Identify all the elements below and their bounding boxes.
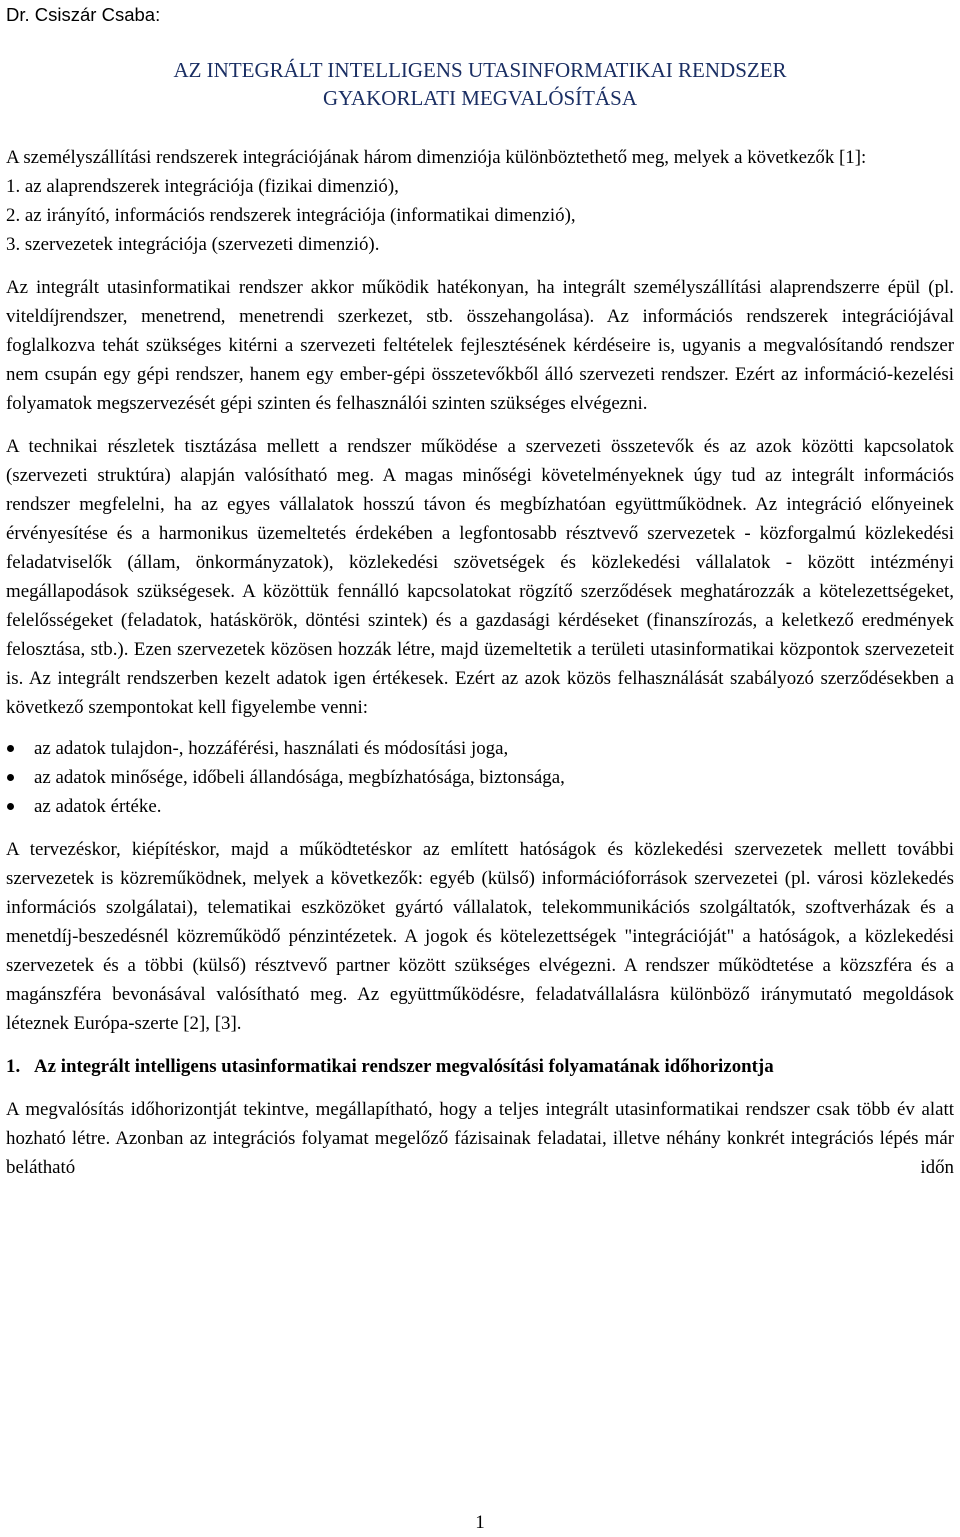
paragraph-4: A megvalósítás időhorizontját tekintve, megállapítható, hogy a teljes integrált utasinformatikai rendszer csak több év alatt hozható létre. Azonban az integrációs folyamat megelőző fázisainak feladatai, illetve néhány konkrét integrációs lépés már belátható időn [6, 1099, 954, 1178]
dimension-list [6, 172, 954, 259]
dimension-item: 1. az alaprendszerek integrációja (fizikai dimenzió), [6, 176, 399, 197]
paragraph-1: Az integrált utasinformatikai rendszer akkor működik hatékonyan, ha integrált személyszállítási alaprendszerre épül (pl. viteldíjrendszer, menetrend, menetrendi szerkezet, stb. összehangolása). Az információs rendszerek integrációjával foglalkozva tehát szükséges kitérni a szervezeti feltételek fejlesztésének kérdéseire is, ugyanis a megvalósítandó rendszer nem csupán egy gépi rendszer, hanem egy ember-gépi összetevőkből álló szervezeti rendszer. Ezért az információ-kezelési folyamatok megszervezését gépi szinten és felhasználói szinten szükséges elvégezni. [6, 277, 954, 414]
section-number: 1. [6, 1056, 21, 1077]
section-title: Az integrált intelligens utasinformatikai rendszer megvalósítási folyamatának időhorizontja [34, 1056, 774, 1077]
bullet-item: az adatok tulajdon-, hozzáférési, használati és módosítási joga, [6, 734, 954, 763]
bullet-item: az adatok értéke. [6, 792, 954, 821]
title-line-2: GYAKORLATI MEGVALÓSÍTÁSA [322, 86, 638, 110]
bullet-item: az adatok minősége, időbeli állandósága, megbízhatósága, biztonsága, [6, 763, 954, 792]
author-line: Dr. Csiszár Csaba: [6, 4, 161, 25]
paragraph-2: A technikai részletek tisztázása mellett a rendszer működése a szervezeti összetevők és az azok közötti kapcsolatok (szervezeti struktúra) alapján valósítható meg. A magas minőségi követelményeknek úgy tud az integrált információs rendszer megfelelni, ha az egyes vállalatok hosszú távon és megbízhatóan együttműködnek. Az integráció előnyeinek érvényesítése és a harmonikus üzemeltetés érdekében a legfontosabb résztvevő szervezetek - közforgalmú közlekedési feladatviselők (állam, önkormányzatok), közlekedési szövetségek és közlekedési vállalatok - között intézményi megállapodások szükségesek. A közöttük fennálló kapcsolatokat rögzítő szerződések meghatározzák a kötelezettségeket, felelősségeket (feladatok, hatáskörök, döntési szintek) és a gazdasági kérdéseket (finanszírozás, a keletkező eredmények felosztása, stb.). Ezen szervezetek közösen hozzák létre, majd üzemeltetik a területi utasinformatikai központok szervezeteit is. Az integrált rendszerben kezelt adatok igen értékesek. Ezért az azok közös felhasználását szabályozó szerződésekben a következő szempontokat kell figyelembe venni: [6, 436, 954, 718]
dimension-item: 3. szervezetek integrációja (szervezeti dimenzió). [6, 234, 380, 255]
section-heading [6, 1052, 954, 1081]
document-title [6, 56, 954, 112]
dimension-item: 2. az irányító, információs rendszerek integrációja (informatikai dimenzió), [6, 205, 576, 226]
bullet-list [6, 734, 954, 821]
title-line-1: AZ INTEGRÁLT INTELLIGENS UTASINFORMATIKAI RENDSZER [173, 58, 787, 82]
page-number: 1 [475, 1512, 485, 1533]
document-body [6, 143, 954, 1182]
intro-paragraph: A személyszállítási rendszerek integrációjának három dimenziója különböztethető meg, melyek a következők [1]: [6, 147, 867, 168]
paragraph-3: A tervezéskor, kiépítéskor, majd a működtetéskor az említett hatóságok és közlekedési szervezetek mellett további szervezetek is közreműködnek, melyek a következők: egyéb (külső) információforrások szervezetei (pl. városi közlekedés információs szolgálatai), telematikai eszközöket gyártó vállalatok, telekommunikációs szolgáltatók, szoftverházak és a menetdíj-beszedésnél közreműködő pénzintézetek. A jogok és kötelezettségek "integrációját" a hatóságok, a közlekedési szervezetek és a többi (külső) résztvevő partner között szükséges elvégezni. A rendszer működtetése a közszféra és a magánszféra bevonásával valósítható meg. Az együttműködésre, feladatvállalásra különböző iránymutató megoldások léteznek Európa-szerte [2], [3]. [6, 839, 954, 1034]
